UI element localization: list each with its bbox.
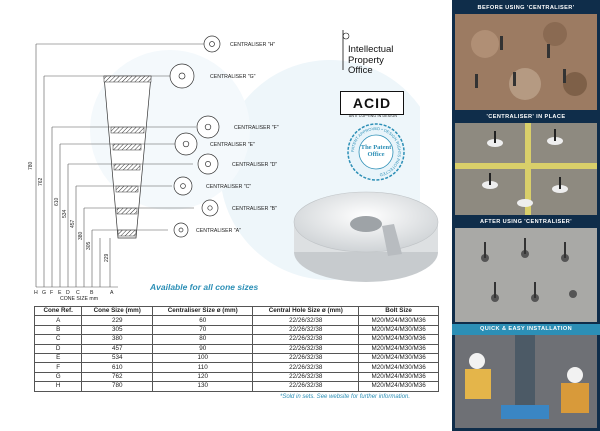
table-cell: A (35, 316, 82, 325)
header-in-place: 'CENTRALISER' IN PLACE (452, 112, 600, 123)
patent-office-seal (346, 122, 406, 182)
table-cell: 70 (153, 325, 253, 334)
axis-letter-e: E (58, 290, 62, 296)
dimension-229: 229 (104, 253, 110, 262)
table-cell: 762 (82, 372, 153, 381)
table-cell: M20/M24/M30/M36 (359, 353, 439, 362)
table-cell: B (35, 325, 82, 334)
table-cell: 130 (153, 382, 253, 391)
axis-letter-g: G (42, 290, 47, 296)
table-cell: M20/M24/M30/M36 (359, 316, 439, 325)
table-cell: 120 (153, 372, 253, 381)
table-cell: G (35, 372, 82, 381)
table-cell: 22/26/32/38 (253, 335, 359, 344)
table-cell: 110 (153, 363, 253, 372)
centraliser-label-c: CENTRALISER "C" (206, 184, 252, 190)
table-cell: 22/26/32/38 (253, 325, 359, 334)
table-cell: M20/M24/M30/M36 (359, 335, 439, 344)
table-cell: 80 (153, 335, 253, 344)
table-cell: M20/M24/M30/M36 (359, 382, 439, 391)
axis-letter-f: F (50, 290, 54, 296)
centraliser-label-d: CENTRALISER "D" (232, 162, 278, 168)
centraliser-label-e: CENTRALISER "E" (210, 142, 255, 148)
table-cell: H (35, 382, 82, 391)
header-quick: QUICK & EASY INSTALLATION (452, 324, 600, 335)
table-row (35, 344, 439, 353)
footnote: *Sold in sets. See website for further information. (280, 394, 411, 400)
centraliser-label-g: CENTRALISER "G" (210, 74, 256, 80)
axis-letter-d: D (66, 290, 70, 296)
dimension-305: 305 (86, 241, 92, 250)
table-cell: M20/M24/M30/M36 (359, 325, 439, 334)
header-cone-size: Cone Size (mm) (82, 307, 153, 316)
seal-center-text: The Patent Office (360, 144, 392, 158)
centraliser-label-b: CENTRALISER "B" (232, 206, 277, 212)
table-header-row (35, 307, 439, 316)
installation-photo-panel (452, 0, 600, 431)
centraliser-label-f: CENTRALISER "F" (234, 125, 279, 131)
table-cell: 22/26/32/38 (253, 344, 359, 353)
centraliser-label-a: CENTRALISER "A" (196, 228, 241, 234)
table-row (35, 363, 439, 372)
table-cell: M20/M24/M30/M36 (359, 363, 439, 372)
header-hole-size: Central Hole Size ø (mm) (253, 307, 359, 316)
dimension-457: 457 (70, 219, 76, 228)
axis-letter-c: C (76, 290, 80, 296)
availability-note: Available for all cone sizes (150, 282, 259, 292)
table-row (35, 372, 439, 381)
table-cell: 380 (82, 335, 153, 344)
header-after: AFTER USING 'CENTRALISER' (452, 217, 600, 228)
axis-caption: CONE SIZE mm (60, 296, 99, 300)
dimension-762: 762 (38, 177, 44, 186)
table-cell: E (35, 353, 82, 362)
table-cell: 305 (82, 325, 153, 334)
table-cell: M20/M24/M30/M36 (359, 344, 439, 353)
table-cell: 610 (82, 363, 153, 372)
dimension-380: 380 (78, 231, 84, 240)
table-cell: 22/26/32/38 (253, 363, 359, 372)
table-cell: 60 (153, 316, 253, 325)
acid-logo: ACID (340, 91, 404, 115)
dimension-780: 780 (28, 161, 34, 170)
header-bolt-size: Bolt Size (359, 307, 439, 316)
table-cell: C (35, 335, 82, 344)
table-cell: 100 (153, 353, 253, 362)
spec-table (34, 306, 439, 392)
table-cell: 22/26/32/38 (253, 316, 359, 325)
table-cell: F (35, 363, 82, 372)
acid-logo-subtitle: ANTI COPYING IN DESIGN (348, 114, 398, 118)
seal-ring-text: PATENT APPROVED • DESIGN RIGHTS PROTECTED (349, 125, 403, 178)
dimension-610: 610 (54, 197, 60, 206)
table-cell: 22/26/32/38 (253, 372, 359, 381)
table-cell: 90 (153, 344, 253, 353)
header-cone-ref: Cone Ref. (35, 307, 82, 316)
table-cell: 22/26/32/38 (253, 382, 359, 391)
table-cell: D (35, 344, 82, 353)
photo-after (455, 228, 597, 322)
table-cell: 534 (82, 353, 153, 362)
photo-before (455, 14, 597, 110)
cone-size-diagram (0, 0, 290, 300)
centraliser-label-h: CENTRALISER "H" (230, 42, 276, 48)
axis-letter-b: B (90, 290, 94, 296)
centraliser-product-image (290, 182, 448, 288)
axis-letter-a: A (110, 290, 114, 296)
table-cell: 780 (82, 382, 153, 391)
centraliser-rings (170, 36, 220, 237)
dimension-534: 534 (62, 209, 68, 218)
table-row (35, 382, 439, 391)
header-centraliser-size: Centraliser Size ø (mm) (153, 307, 253, 316)
photo-installation (455, 335, 597, 428)
table-row (35, 353, 439, 362)
table-cell: M20/M24/M30/M36 (359, 372, 439, 381)
axis-letter-h: H (34, 290, 38, 296)
header-before: BEFORE USING 'CENTRALISER' (452, 3, 600, 14)
ipo-logo-text: Intellectual Property Office (348, 44, 394, 76)
table-row (35, 335, 439, 344)
table-cell: 22/26/32/38 (253, 353, 359, 362)
table-row (35, 325, 439, 334)
table-cell: 457 (82, 344, 153, 353)
table-cell: 229 (82, 316, 153, 325)
table-row (35, 316, 439, 325)
photo-in-place (455, 123, 597, 215)
